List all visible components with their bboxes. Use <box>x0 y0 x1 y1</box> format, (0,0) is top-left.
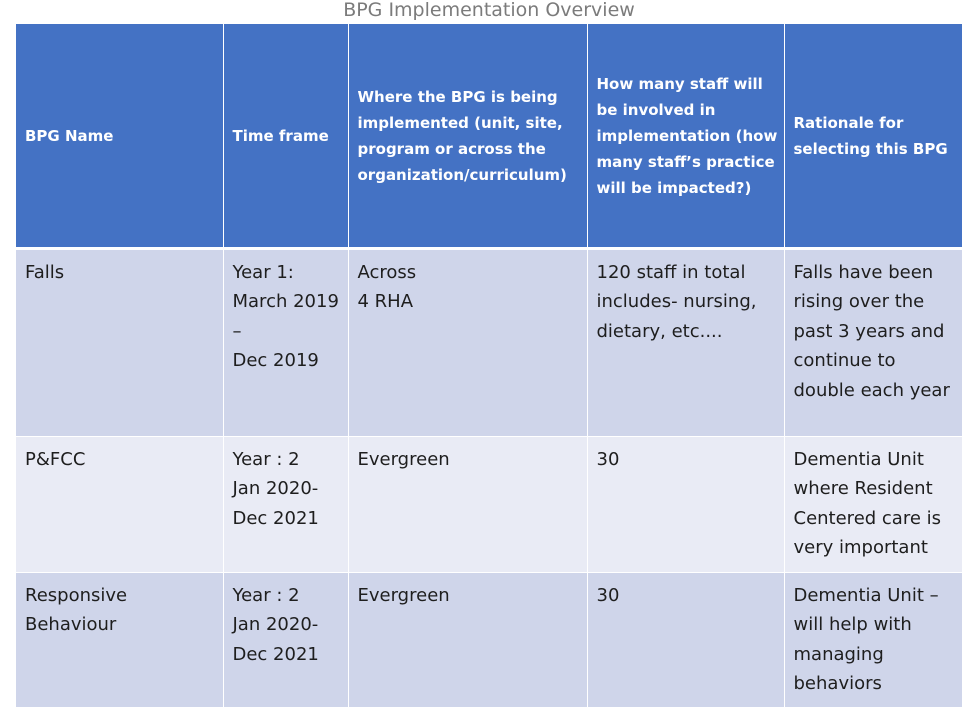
cell-time-frame: Year : 2 Jan 2020- Dec 2021 <box>223 573 348 708</box>
cell-where: Evergreen <box>348 573 587 708</box>
cell-time-frame: Year 1: March 2019 – Dec 2019 <box>223 249 348 437</box>
cell-rationale: Falls have been rising over the past 3 years and continue to double each year <box>784 249 962 437</box>
header-time-frame: Time frame <box>223 24 348 249</box>
page-title: BPG Implementation Overview <box>343 0 635 21</box>
cell-rationale: Dementia Unit where Resident Centered care is very important <box>784 437 962 573</box>
bpg-table <box>16 24 962 708</box>
header-where-implemented: Where the BPG is being implemented (unit, site, program or across the organization/curriculum) <box>348 24 587 249</box>
header-staff-involved: How many staff will be involved in implementation (how many staff’s practice will be impacted?) <box>587 24 784 249</box>
cell-rationale: Dementia Unit – will help with managing behaviors <box>784 573 962 708</box>
cell-where: Across 4 RHA <box>348 249 587 437</box>
table-header-row <box>16 24 962 249</box>
cell-staff: 120 staff in total includes- nursing, dietary, etc.... <box>587 249 784 437</box>
cell-bpg-name: Falls <box>16 249 223 437</box>
header-bpg-name: BPG Name <box>16 24 223 249</box>
cell-bpg-name: P&FCC <box>16 437 223 573</box>
cell-time-frame: Year : 2 Jan 2020- Dec 2021 <box>223 437 348 573</box>
table-row <box>16 573 962 708</box>
cell-where: Evergreen <box>348 437 587 573</box>
cell-bpg-name: Responsive Behaviour <box>16 573 223 708</box>
table-row <box>16 437 962 573</box>
header-rationale: Rationale for selecting this BPG <box>784 24 962 249</box>
table-row <box>16 249 962 437</box>
cell-staff: 30 <box>587 573 784 708</box>
cell-staff: 30 <box>587 437 784 573</box>
